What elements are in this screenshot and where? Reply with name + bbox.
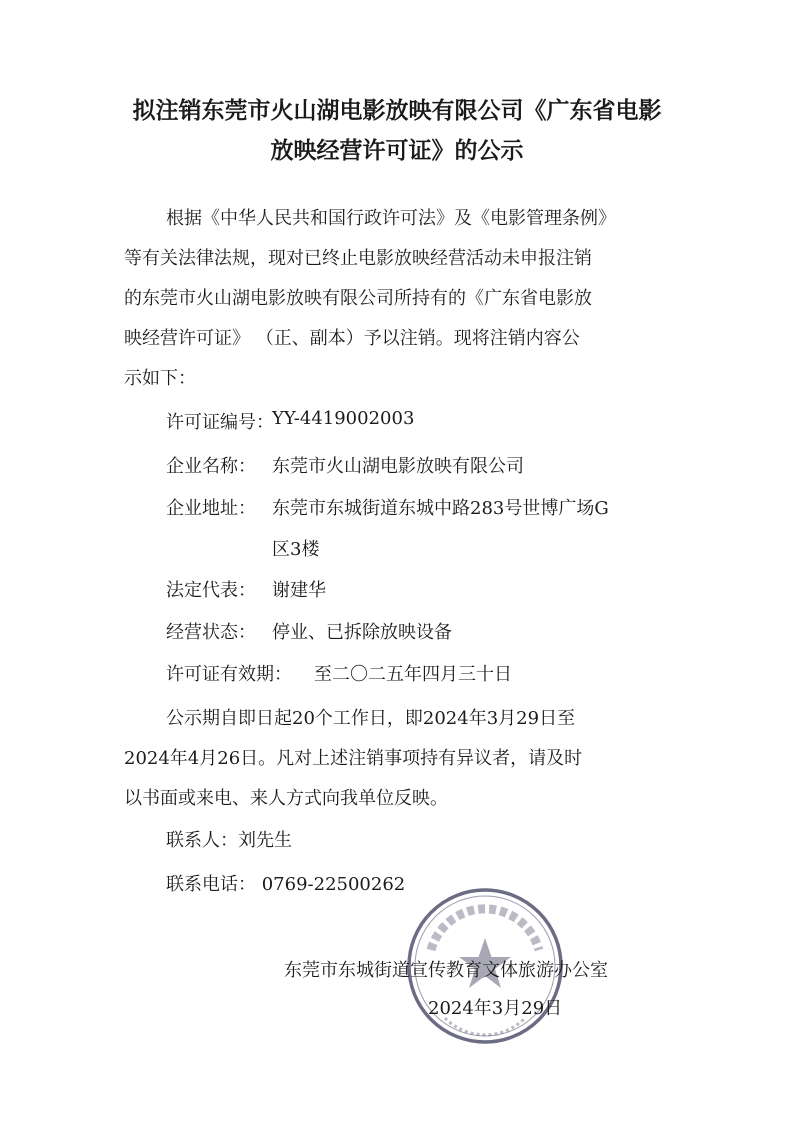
notice-line-2: 2024年4月26日。凡对上述注销事项持有异议者，请及时: [124, 748, 583, 769]
intro-line-5: 示如下：: [124, 368, 196, 389]
notice-line-3: 以书面或来电、来人方式向我单位反映。: [124, 788, 448, 809]
license-number-label: 许可证编号：: [166, 412, 274, 433]
contact-person: 联系人：刘先生: [166, 830, 292, 851]
document-title-line-2: 放映经营许可证》的公示: [270, 138, 524, 164]
license-validity-label: 许可证有效期：: [166, 664, 292, 685]
company-address-label: 企业地址：: [166, 498, 256, 519]
issue-date: 2024年3月29日: [428, 998, 563, 1019]
issuing-organization: 东莞市东城街道宣传教育文体旅游办公室: [284, 960, 608, 981]
intro-line-3: 的东莞市火山湖电影放映有限公司所持有的《广东省电影放: [124, 288, 592, 309]
intro-line-1: 根据《中华人民共和国行政许可法》及《电影管理条例》: [166, 208, 616, 229]
legal-representative-value: 谢建华: [272, 580, 326, 601]
contact-phone: 联系电话： 0769-22500262: [166, 874, 406, 895]
company-address-value-line-2: 区3楼: [272, 539, 320, 560]
intro-line-2: 等有关法律法规，现对已终止电影放映经营活动未申报注销: [124, 248, 592, 269]
document-title-line-1: 拟注销东莞市火山湖电影放映有限公司《广东省电影: [132, 98, 662, 124]
license-number-value: YY-4419002003: [272, 408, 415, 429]
business-status-label: 经营状态：: [166, 622, 256, 643]
company-name-value: 东莞市火山湖电影放映有限公司: [272, 456, 524, 477]
company-address-value-line-1: 东莞市东城街道东城中路283号世博广场G: [272, 498, 609, 519]
license-validity-value: 至二〇二五年四月三十日: [314, 664, 512, 685]
intro-line-4: 映经营许可证》 （正、副本）予以注销。现将注销内容公: [124, 328, 580, 349]
company-name-label: 企业名称：: [166, 456, 256, 477]
legal-representative-label: 法定代表：: [166, 580, 256, 601]
notice-line-1: 公示期自即日起20个工作日，即2024年3月29日至: [166, 708, 576, 729]
business-status-value: 停业、已拆除放映设备: [272, 622, 452, 643]
